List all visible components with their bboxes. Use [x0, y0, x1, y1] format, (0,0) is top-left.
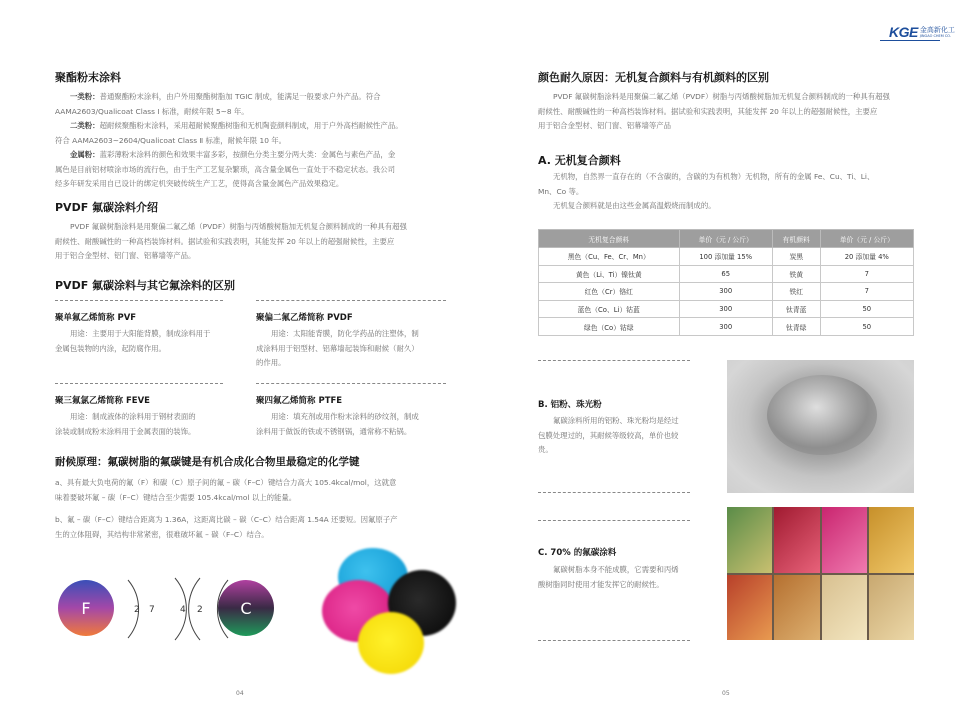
divider — [256, 300, 446, 301]
pvf-title: 聚单氟乙烯简称 PVF — [55, 313, 137, 323]
section-title-pvdf-diff: PVDF 氟碳涂料与其它氟涂料的区别 — [55, 279, 236, 292]
logo-en: JINGAO CHEM CO. — [919, 34, 952, 38]
table-cell: 铁黄 — [772, 265, 820, 283]
table-cell: 炭黑 — [772, 248, 820, 266]
table-cell: 7 — [820, 265, 913, 283]
table-row — [539, 265, 914, 283]
page-number-right: 05 — [722, 690, 730, 697]
inorganic-text: 无机物，自然界一直存在的（不含碳的，含碳的为有机物）无机物，所有的金属 Fe、Cu、Ti、Li、 Mn、Co 等。 无机复合颜料就是由这些金属高温煅烧而制成的。 — [538, 172, 875, 210]
table-row — [539, 318, 914, 336]
swatch — [774, 575, 819, 641]
feve-text: 用途：制成液体的涂料用于钢材表面的 涂装或制成粉末涂料用于金属表面的装饰。 — [55, 412, 196, 436]
section-title-weathering: 耐候原理：氟碳树脂的氟碳键是有机合成化合物里最稳定的化学键 — [55, 456, 360, 468]
carbon-label: C — [240, 599, 252, 618]
table-header: 单价（元 / 公斤） — [679, 230, 772, 248]
table-cell: 钛青蓝 — [772, 300, 820, 318]
table-cell: 钛青绿 — [772, 318, 820, 336]
section-title-color-durability: 颜色耐久原因：无机复合颜料与有机颜料的区别 — [538, 71, 769, 84]
table-cell: 50 — [820, 300, 913, 318]
logo-cn: 金高新化工 — [919, 26, 955, 34]
swatch — [822, 575, 867, 641]
divider — [55, 300, 223, 301]
table-cell: 50 — [820, 318, 913, 336]
company-logo — [889, 24, 955, 40]
electron-count: 2 — [134, 605, 140, 615]
table-cell: 铁红 — [772, 283, 820, 301]
table-cell: 300 — [679, 283, 772, 301]
swatch — [869, 575, 914, 641]
swatch — [727, 575, 772, 641]
divider — [256, 383, 446, 384]
pigment-powder-image — [310, 540, 458, 680]
table-cell: 7 — [820, 283, 913, 301]
pvdf-text: 用途：太阳能背膜，防化学药品的注塑体，制 成涂料用于铝型材、铝幕墙起装饰和耐候（耐久） 的作用。 — [256, 329, 419, 367]
table-cell: 300 — [679, 318, 772, 336]
table-header: 有机颜料 — [772, 230, 820, 248]
table-header: 无机复合颜料 — [539, 230, 680, 248]
table-header: 单价（元 / 公斤） — [820, 230, 913, 248]
table-row — [539, 300, 914, 318]
section-title-inorganic: A. 无机复合颜料 — [538, 154, 621, 167]
divider — [538, 520, 690, 521]
table-cell: 300 — [679, 300, 772, 318]
ptfe-title: 聚四氟乙烯简称 PTFE — [256, 396, 343, 406]
table-cell: 65 — [679, 265, 772, 283]
table-row — [539, 248, 914, 266]
divider — [538, 640, 690, 641]
section-title-pvdf-intro: PVDF 氟碳涂料介绍 — [55, 201, 159, 214]
swatch — [822, 507, 867, 573]
table-cell: 黑色（Cu、Fe、Cr、Mn） — [539, 248, 680, 266]
section-title-aluminum: B. 铝粉、珠光粉 — [538, 400, 602, 410]
section-title-fluorocarbon-70: C. 70% 的氟碳涂料 — [538, 548, 617, 558]
table-cell: 20 添加量 4% — [820, 248, 913, 266]
swatch — [869, 507, 914, 573]
swatch — [727, 507, 772, 573]
divider — [538, 360, 690, 361]
table-header-row — [539, 230, 914, 248]
swatch — [774, 507, 819, 573]
table-row — [539, 283, 914, 301]
pvf-text: 用途：主要用于大阳能背膜，制成涂料用于 金属包装物的内涂，起防腐作用。 — [55, 329, 211, 353]
polyester-text: 一类粉：普通聚酯粉末涂料，由户外用聚酯树脂加 TGIC 制成，能满足一般要求户外产品。符合 AAMA2603/Qualicoat Class Ⅰ 标准，耐候年限 5~8 年。 二类粉：超耐候聚酯粉末涂料，采用超耐候聚酯树脂和无机陶瓷颜料制成，用于户外高档耐候性产品。 符合 AAMA2603~2604/Qualicoat Class Ⅱ 标准，耐候年限 10 年。 金属粉：蓝彩薄粉末涂料的颜色和效果丰富多彩，按颜色分类主要分两大类：金属色与素色产品，金 属色是目前铝材喷涂市场的流行色，由于生产工艺复杂繁琐，高含量金属色一直处于不稳定状态。我公司 经多年研发采用自已设计的绑定机突破传统生产工艺，使得高含量金属色产品效果稳定。 — [55, 92, 403, 188]
weathering-text: a、具有最大负电荷的氟（F）和碳（C）原子间的氟 – 碳（F–C）键结合力高大 105.4kcal/mol，这就意 味着要破坏氟 – 碳（F–C）键结合至少需要 105.4kcal/mol 以上的能量。 b、氟 – 碳（F–C）键结合距离为 1.36A，这距离比碳 – 碳（C–C）结合距离 1.54A 还要短。因氟原子产 生的立体阻碍，其结构非常紧密，很难破坏氟 – 碳（F–C）结合。 — [55, 478, 398, 539]
table-cell: 红色（Cr）铬红 — [539, 283, 680, 301]
ptfe-text: 用途：填充剂或用作粉末涂料的砂纹剂，制成 涂料用于做饭的铁或不锈钢锅，通常称不粘锅。 — [256, 412, 419, 436]
electron-count: 2 — [197, 605, 203, 615]
electron-count: 7 — [149, 605, 155, 615]
pigment-price-table — [538, 229, 914, 336]
table-cell: 蓝色（Co、Li）钴蓝 — [539, 300, 680, 318]
electron-count: 4 — [180, 605, 186, 615]
table-cell: 绿色（Co）钴绿 — [539, 318, 680, 336]
aluminum-text: 氟碳涂料所用的铝粉、珠光粉均是经过 包膜处理过的，其耐候等级较高，单价也较 贵。 — [538, 416, 679, 454]
divider — [55, 383, 223, 384]
divider — [538, 492, 690, 493]
page-number-left: 04 — [236, 690, 244, 697]
fluorine-label: F — [81, 599, 91, 618]
fc-bond-diagram — [50, 570, 295, 655]
fluorocarbon-70-text: 氟碳树脂本身不能成膜，它需要和丙烯 酸树脂同时使用才能发挥它的耐候性。 — [538, 565, 679, 589]
pvdf-intro-text: PVDF 氟碳树脂涂料是用聚偏二氟乙烯（PVDF）树脂与丙烯酸树脂加无机复合颜料制成的一种具有超强 耐候性、耐酸碱性的一种高档装饰材料。据试验和实践表明，其能发挥 20 年以上的超强耐候性，主要应 用于铝合金型材、铝门窗、铝幕墙等产品。 — [55, 222, 407, 260]
aluminum-powder-image — [727, 360, 914, 493]
pvdf-title: 聚偏二氟乙烯简称 PVDF — [256, 313, 353, 323]
logo-underline — [880, 40, 940, 41]
table-cell: 100 添加量 15% — [679, 248, 772, 266]
logo-brand: KGE — [889, 24, 918, 40]
section-title-polyester: 聚酯粉末涂料 — [55, 71, 121, 84]
table-cell: 黄色（Li、Ti）镍钛黄 — [539, 265, 680, 283]
feve-title: 聚三氟氯乙烯简称 FEVE — [55, 396, 150, 406]
color-durability-text: PVDF 氟碳树脂涂料是用聚偏二氟乙烯（PVDF）树脂与丙烯酸树脂加无机复合颜料制成的一种具有超强 耐候性、耐酸碱性的一种高档装饰材料。据试验和实践表明，其能发挥 20 年以上的超强耐候性，主要应 用于铝合金型材、铝门窗、铝幕墙等产品 — [538, 92, 890, 130]
pearl-pigment-samples-image — [727, 507, 914, 640]
